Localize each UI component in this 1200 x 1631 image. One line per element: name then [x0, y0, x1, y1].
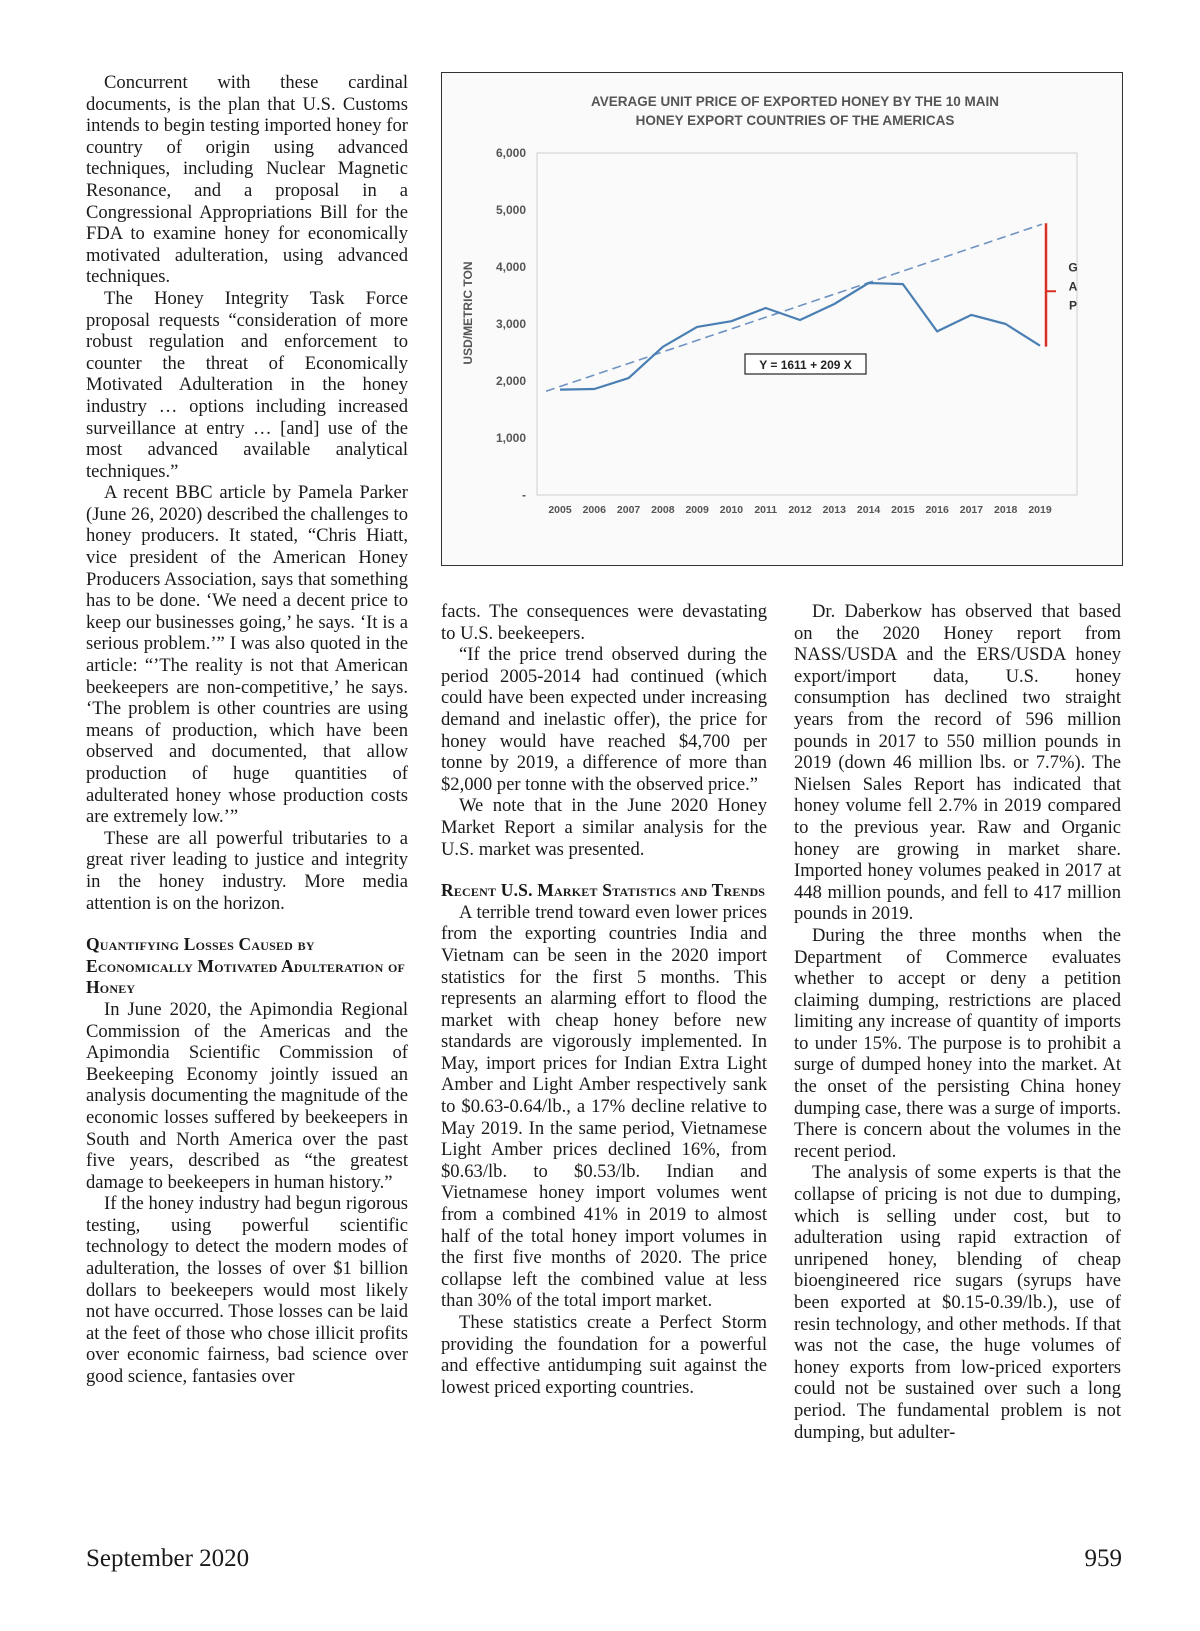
- x-tick-label: 2016: [925, 504, 949, 516]
- chart-title-line-1: AVERAGE UNIT PRICE OF EXPORTED HONEY BY THE 10 MAIN: [590, 94, 1000, 109]
- middle-paragraph-2: “If the price trend observed during the period 2005-2014 had continued (which could have been expected under increasing demand and inelastic offer), the price for honey would have reached $4,700 per tonne by 2019, a difference of more than $2,000 per tonne with the observed price.”: [441, 644, 767, 795]
- x-tick-label: 2009: [685, 504, 709, 516]
- left-paragraph-5: In June 2020, the Apimondia Regional Commission of the Americas and the Apimondia Scientific Commission of Beekeeping Economy jointly issued an analysis documenting the magnitude of the economic losses suffered by beekeepers in South and North America over the past five years, described as “the greatest damage to beekeepers in human history.”: [86, 998, 408, 1193]
- price-chart: [441, 72, 1123, 566]
- x-tick-label: 2015: [891, 504, 915, 516]
- x-tick-label: 2019: [1028, 504, 1052, 516]
- middle-paragraph-3: We note that in the June 2020 Honey Market Report a similar analysis for the U.S. market was presented.: [441, 795, 767, 860]
- x-tick-label: 2005: [548, 504, 572, 516]
- right-paragraph-3: The analysis of some experts is that the collapse of pricing is not due to dumping, which is selling under cost, but to adulteration using rapid extraction of unripened honey, blending of cheap bioengineered rice sugars (syrups have been exported at $0.15-0.39/lb.), use of resin technology, and other methods. If that was not the case, the huge volumes of honey exports from low-priced exporters could not be sustained over such a long period. The fundamental problem is not dumping, but adulter-: [794, 1162, 1121, 1443]
- x-tick-label: 2017: [959, 504, 984, 516]
- right-paragraph-2: During the three months when the Department of Commerce evaluates whether to accept or deny a petition claiming dumping, restrictions are placed limiting any increase of quantity of imports to under 15%. The purpose is to prohibit a surge of dumped honey into the market. At the onset of the persisting China honey dumping case, there was a surge of imports. There is concern about the volumes in the recent period.: [794, 924, 1121, 1162]
- x-tick-label: 2011: [754, 504, 778, 516]
- left-paragraph-6: If the honey industry had begun rigorous testing, using powerful scientific technology to detect the modern modes of adulteration, the losses of over $1 billion dollars to beekeepers would most likely not have occurred. Those losses can be laid at the feet of those who chose illicit profits over economic fairness, bad science over good science, fantasies over: [86, 1193, 408, 1388]
- gap-letter: P: [1068, 298, 1078, 313]
- left-paragraph-1: Concurrent with these cardinal documents, is the plan that U.S. Customs intends to begin testing imported honey for country of origin using advanced techniques, including Nuclear Magnetic Resonance, and a proposal in a Congressional Appropriations Bill for the FDA to examine honey for economically motivated adulteration, using advanced techniques.: [86, 72, 408, 288]
- middle-paragraph-5: These statistics create a Perfect Storm providing the foundation for a powerful and effective antidumping suit against the lowest priced exporting countries.: [441, 1312, 767, 1398]
- left-paragraph-4: These are all powerful tributaries to a great river leading to justice and integrity in the honey industry. More media attention is on the horizon.: [86, 827, 408, 914]
- right-column: [794, 601, 1121, 1443]
- x-tick-labels: [548, 504, 1052, 516]
- middle-paragraph-4: A terrible trend toward even lower prices from the exporting countries India and Vietnam can be seen in the 2020 import statistics for the first 5 months. This represents an alarming effort to flood the market with cheap honey before new standards are vigorously implemented. In May, import prices for Indian Extra Light Amber and Light Amber respectively sank to $0.63-0.64/lb., a 17% decline relative to May 2019. In the same period, Vietnamese Light Amber prices declined 16%, from $0.63/lb. to $0.53/lb. Indian and Vietnamese honey import volumes went from a combined 41% in 2019 to almost half of the total honey import volumes in the first five months of 2020. The price collapse left the combined value at less than 30% of the total import market.: [441, 901, 767, 1312]
- section-heading-quantifying-losses: Quantifying Losses Caused by Economically Motivated Adulteration of Honey: [86, 934, 406, 998]
- x-tick-label: 2007: [616, 504, 641, 516]
- left-paragraph-2: The Honey Integrity Task Force proposal requests “consideration of more robust regulation and enforcement to counter the threat of Economically Motivated Adulteration in the honey industry … options including increased surveillance at entry … [and] use of the most advanced available analytical techniques.”: [86, 287, 408, 482]
- y-tick-label: 3,000: [495, 317, 526, 331]
- price-chart-svg: [442, 73, 1121, 564]
- x-tick-label: 2014: [856, 504, 881, 516]
- middle-paragraph-1: facts. The consequences were devastating to U.S. beekeepers.: [441, 601, 767, 644]
- page-number: 959: [1084, 1545, 1122, 1572]
- section-heading-market-statistics: Recent U.S. Market Statistics and Trends: [441, 880, 766, 901]
- y-tick-label: -: [522, 488, 526, 502]
- y-axis-label: USD/METRIC TON: [461, 261, 475, 365]
- right-paragraph-1: Dr. Daberkow has observed that based on the 2020 Honey report from NASS/USDA and the ERS/USDA honey export/import data, U.S. honey consumption has declined two straight years from the record of 596 million pounds in 2017 to 550 million pounds in 2019 (down 46 million lbs. or 7.7%). The Nielsen Sales Report has indicated that honey volume fell 2.7% in 2019 compared to the previous year. Raw and Organic honey are growing in market share. Imported honey volumes peaked in 2017 at 448 million pounds, and fell to 417 million pounds in 2019.: [794, 601, 1121, 925]
- trend-equation: Y = 1611 + 209 X: [759, 358, 852, 372]
- left-paragraph-3: A recent BBC article by Pamela Parker (June 26, 2020) described the challenges to honey producers. It stated, “Chris Hiatt, vice president of the American Honey Producers Association, says that something has to be done. ‘We need a decent price to keep our businesses going,’ he says. ‘It is a serious problem.’” I was also quoted in the article: “’The reality is not that American beekeepers are non-competitive,’ he says. ‘The problem is other countries are using means of production, which have been observed and documented, that allow production of huge quantities of adulterated honey whose production costs are extremely low.’”: [86, 482, 408, 828]
- y-tick-label: 4,000: [495, 260, 526, 274]
- x-tick-label: 2012: [788, 504, 812, 516]
- x-tick-label: 2006: [582, 504, 606, 516]
- footer-date: September 2020: [86, 1545, 250, 1572]
- x-tick-label: 2008: [651, 504, 675, 516]
- chart-background: [442, 73, 1121, 564]
- x-tick-label: 2010: [719, 504, 744, 516]
- x-tick-label: 2013: [822, 504, 846, 516]
- y-tick-label: 2,000: [495, 374, 526, 388]
- middle-column: [441, 601, 767, 1398]
- chart-title-line-2: HONEY EXPORT COUNTRIES OF THE AMERICAS: [635, 113, 955, 128]
- y-tick-label: 1,000: [495, 431, 526, 445]
- y-tick-label: 5,000: [495, 203, 526, 217]
- gap-letter: A: [1068, 279, 1078, 294]
- y-tick-label: 6,000: [495, 146, 526, 160]
- gap-letter: G: [1068, 260, 1078, 275]
- left-column: [86, 72, 408, 1388]
- x-tick-label: 2018: [994, 504, 1018, 516]
